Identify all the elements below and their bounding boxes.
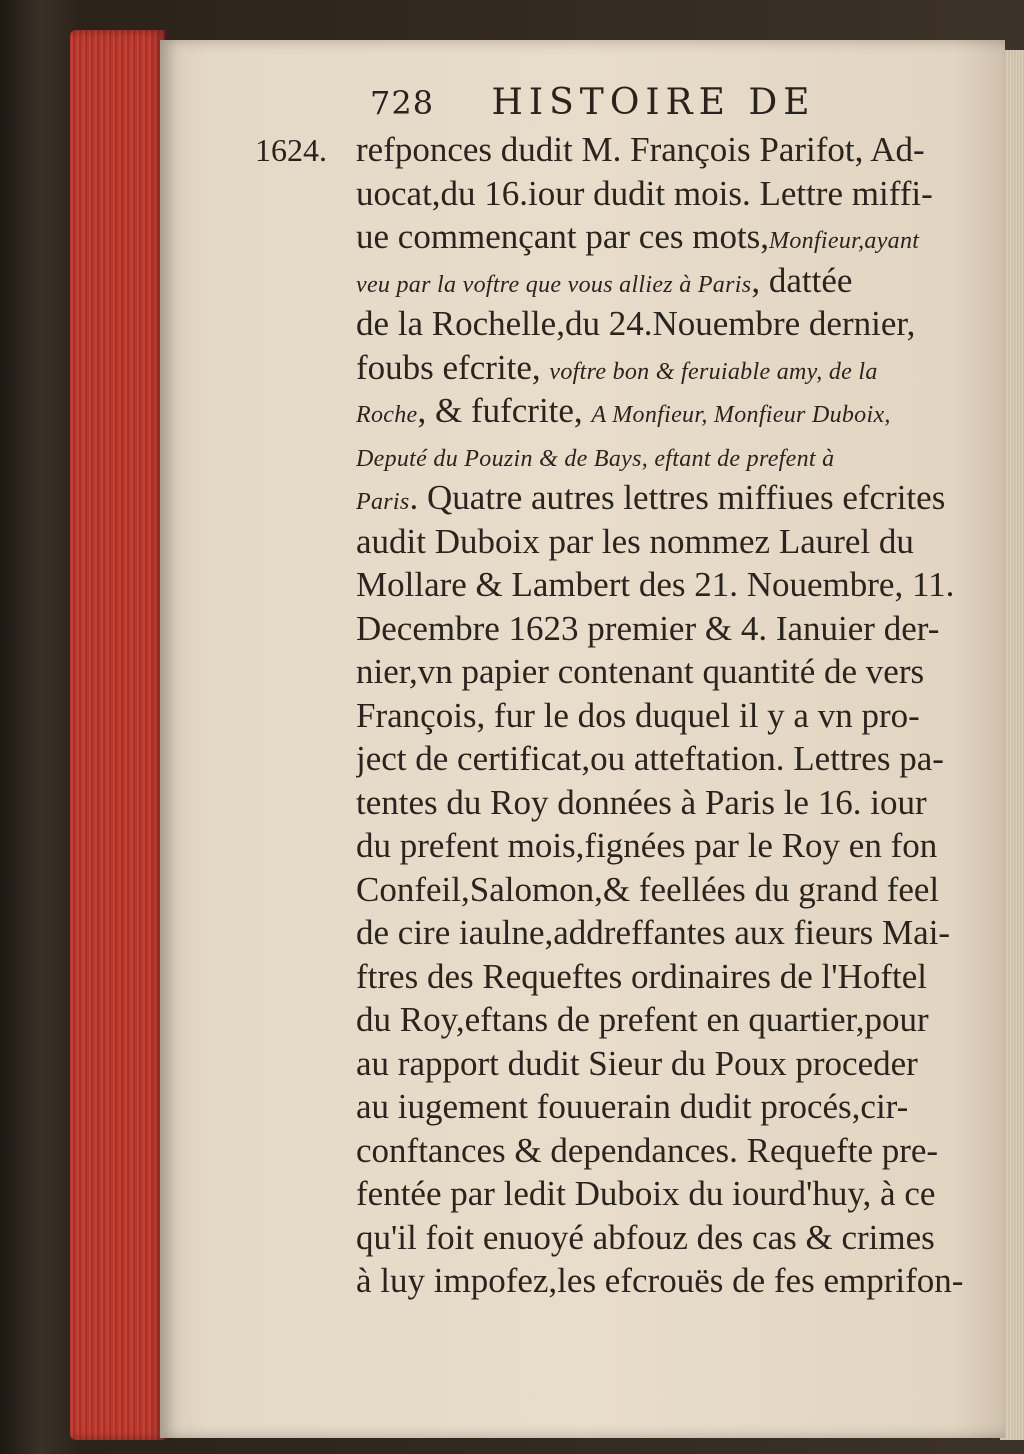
text-line bbox=[356, 476, 996, 520]
text-line bbox=[356, 824, 996, 868]
text-segment: tentes du Roy données à Paris le 16. iour bbox=[356, 782, 927, 822]
page-number: 728 bbox=[370, 84, 435, 122]
italic-segment: Monfieur,ayant bbox=[769, 228, 920, 254]
text-line bbox=[356, 128, 996, 172]
text-line bbox=[356, 1129, 996, 1173]
text-line bbox=[356, 737, 996, 781]
text-line bbox=[356, 346, 996, 390]
text-segment: qu'il foit enuoyé abfouz des cas & crimes bbox=[356, 1217, 935, 1257]
text-line bbox=[356, 389, 996, 433]
italic-segment: voftre bon & feruiable amy, de la bbox=[549, 358, 878, 385]
text-segment: audit Duboix par les nommez Laurel du bbox=[356, 521, 914, 561]
text-segment: à luy impofez,les efcrouës de fes emprifon- bbox=[356, 1261, 964, 1300]
text-line bbox=[356, 259, 996, 303]
text-line bbox=[356, 215, 996, 259]
text-line bbox=[356, 694, 996, 738]
text-line bbox=[356, 1042, 996, 1086]
text-line bbox=[356, 868, 996, 912]
text-line bbox=[356, 998, 996, 1042]
italic-segment: Deputé du Pouzin & de Bays, eftant de prefent à bbox=[356, 445, 835, 472]
text-line bbox=[356, 955, 996, 999]
red-page-edge bbox=[70, 30, 165, 1440]
running-head bbox=[370, 82, 890, 132]
text-segment: ue commençant par ces mots, bbox=[356, 217, 770, 256]
text-line bbox=[356, 302, 996, 346]
text-segment: ject de certificat,ou atteftation. Lettres pa- bbox=[356, 739, 944, 778]
text-segment: du prefent mois,fignées par le Roy en fon bbox=[356, 826, 938, 865]
text-line bbox=[356, 520, 996, 564]
text-segment: fentée par ledit Duboix du iourd'huy, à ce bbox=[356, 1174, 936, 1213]
text-line bbox=[356, 1085, 996, 1129]
text-segment: François, fur le dos duquel il y a vn pro- bbox=[356, 695, 920, 735]
text-line bbox=[356, 1259, 996, 1303]
text-segment: , & fufcrite, bbox=[417, 391, 592, 430]
text-segment: du Roy,eftans de prefent en quartier,pour bbox=[356, 1000, 929, 1039]
italic-segment: Paris bbox=[356, 489, 410, 515]
text-segment: de la Rochelle,du 24.Nouembre dernier, bbox=[356, 304, 916, 343]
text-segment: uocat,du 16.iour dudit mois. Lettre miffi- bbox=[356, 173, 933, 213]
text-line bbox=[356, 172, 996, 216]
text-line bbox=[356, 1172, 996, 1216]
text-line bbox=[356, 650, 996, 694]
text-segment: , dattée bbox=[751, 260, 853, 300]
text-segment: foubs efcrite, bbox=[356, 347, 550, 387]
text-segment: nier,vn papier contenant quantité de vers bbox=[356, 652, 925, 691]
text-segment: Confeil,Salomon,& feellées du grand feel bbox=[356, 869, 940, 909]
text-segment: Decembre 1623 premier & 4. Ianuier der- bbox=[356, 608, 940, 648]
text-segment: Mollare & Lambert des 21. Nouembre, 11. bbox=[356, 565, 955, 604]
italic-segment: A Monfieur, Monfieur Duboix, bbox=[591, 402, 891, 428]
text-line bbox=[356, 433, 996, 477]
text-segment: ftres des Requeftes ordinaires de l'Hoftel bbox=[356, 956, 927, 996]
text-segment: conftances & dependances. Requefte pre- bbox=[356, 1130, 939, 1170]
text-segment: au iugement fouuerain dudit procés,cir- bbox=[356, 1087, 909, 1126]
text-segment: au rapport dudit Sieur du Poux proceder bbox=[356, 1043, 918, 1083]
text-line bbox=[356, 563, 996, 607]
text-segment: . Quatre autres lettres miffiues efcrites bbox=[409, 478, 946, 517]
text-line bbox=[356, 781, 996, 825]
body-text bbox=[356, 128, 996, 1303]
italic-segment: veu par la voftre que vous alliez à Paris bbox=[356, 271, 752, 298]
text-line bbox=[356, 607, 996, 651]
italic-segment: Roche bbox=[356, 402, 418, 428]
text-line bbox=[356, 1216, 996, 1260]
running-title: HISTOIRE DE bbox=[491, 82, 816, 123]
text-segment: de cire iaulne,addreffantes aux fieurs Mai- bbox=[356, 913, 951, 952]
margin-year-note: 1624. bbox=[255, 132, 327, 168]
text-line bbox=[356, 911, 996, 955]
text-segment: refponces dudit M. François Parifot, Ad- bbox=[356, 130, 925, 169]
